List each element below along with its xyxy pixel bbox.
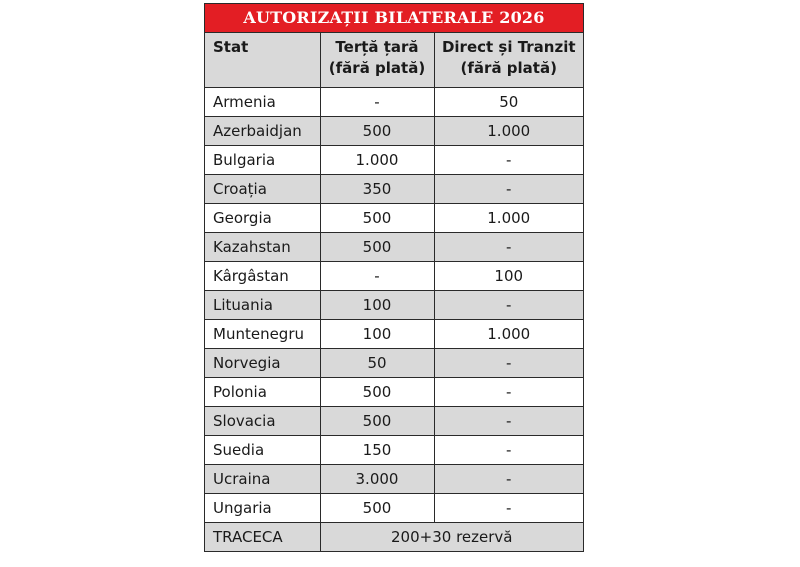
header-terta-tara	[320, 33, 434, 87]
table-row	[205, 174, 583, 203]
table-row	[205, 232, 583, 261]
header-row	[205, 33, 583, 87]
cell-stat: Armenia	[205, 87, 320, 116]
cell-stat: Georgia	[205, 203, 320, 232]
table-row	[205, 435, 583, 464]
table-row	[205, 261, 583, 290]
cell-direct: -	[434, 377, 583, 406]
table-row	[205, 348, 583, 377]
table-row	[205, 290, 583, 319]
cell-stat: Polonia	[205, 377, 320, 406]
cell-direct: -	[434, 435, 583, 464]
cell-terta: 100	[320, 290, 434, 319]
table-row	[205, 406, 583, 435]
table-row	[205, 377, 583, 406]
cell-stat: Lituania	[205, 290, 320, 319]
cell-terta: 500	[320, 116, 434, 145]
cell-stat: Croația	[205, 174, 320, 203]
cell-direct: -	[434, 493, 583, 522]
table-title: AUTORIZAȚII BILATERALE 2026	[205, 4, 583, 33]
cell-terta: 1.000	[320, 145, 434, 174]
cell-direct: -	[434, 406, 583, 435]
cell-direct: -	[434, 290, 583, 319]
table-row	[205, 319, 583, 348]
table-row	[205, 493, 583, 522]
cell-direct: -	[434, 145, 583, 174]
cell-direct: 50	[434, 87, 583, 116]
cell-stat: Suedia	[205, 435, 320, 464]
cell-terta: -	[320, 261, 434, 290]
header-direct-line1: Direct și Tranzit	[441, 38, 576, 56]
table-row	[205, 87, 583, 116]
cell-terta: 500	[320, 203, 434, 232]
cell-terta: 500	[320, 406, 434, 435]
header-direct-line2: (fără plată)	[460, 59, 557, 77]
cell-stat: Slovacia	[205, 406, 320, 435]
cell-stat: Ungaria	[205, 493, 320, 522]
permits-table	[205, 33, 583, 551]
cell-stat: Ucraina	[205, 464, 320, 493]
cell-terta: 350	[320, 174, 434, 203]
cell-terta: 100	[320, 319, 434, 348]
cell-traceca-value: 200+30 rezervă	[320, 522, 583, 551]
cell-direct: 1.000	[434, 319, 583, 348]
cell-terta: -	[320, 87, 434, 116]
cell-direct: 1.000	[434, 203, 583, 232]
cell-stat: Kârgâstan	[205, 261, 320, 290]
cell-terta: 150	[320, 435, 434, 464]
cell-terta: 3.000	[320, 464, 434, 493]
footer-row	[205, 522, 583, 551]
header-terta-line1: Terță țară	[335, 38, 419, 56]
cell-direct: 100	[434, 261, 583, 290]
cell-stat: Muntenegru	[205, 319, 320, 348]
table-row	[205, 116, 583, 145]
cell-direct: -	[434, 232, 583, 261]
cell-terta: 500	[320, 493, 434, 522]
cell-direct: -	[434, 348, 583, 377]
table-row	[205, 203, 583, 232]
cell-direct: -	[434, 174, 583, 203]
permits-table-container	[204, 3, 584, 552]
cell-direct: -	[434, 464, 583, 493]
cell-terta: 500	[320, 232, 434, 261]
cell-terta: 500	[320, 377, 434, 406]
cell-terta: 50	[320, 348, 434, 377]
table-row	[205, 464, 583, 493]
header-terta-line2: (fără plată)	[328, 59, 426, 77]
table-row	[205, 145, 583, 174]
cell-stat: Kazahstan	[205, 232, 320, 261]
header-stat: Stat	[205, 33, 320, 87]
header-direct-tranzit	[434, 33, 583, 87]
cell-traceca-label: TRACECA	[205, 522, 320, 551]
cell-direct: 1.000	[434, 116, 583, 145]
cell-stat: Norvegia	[205, 348, 320, 377]
cell-stat: Bulgaria	[205, 145, 320, 174]
cell-stat: Azerbaidjan	[205, 116, 320, 145]
